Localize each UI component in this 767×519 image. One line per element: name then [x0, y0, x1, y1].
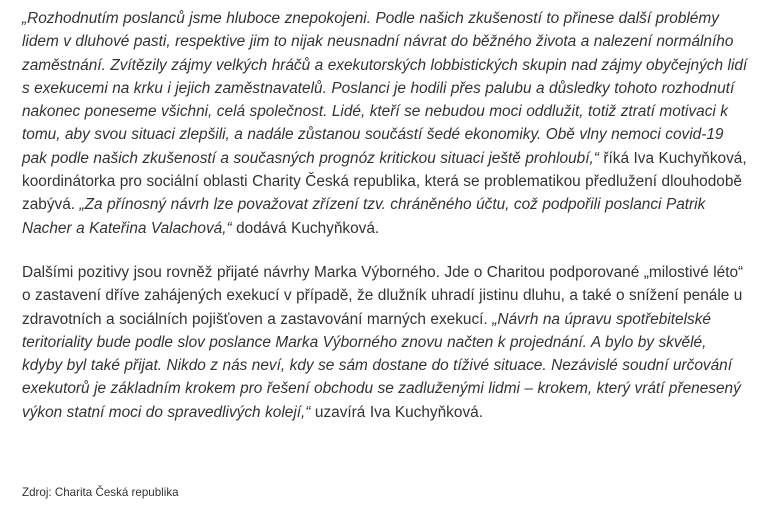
- quote-segment: „Za přínosný návrh lze považovat zřízení tzv. chráněného účtu, což podpořili poslanci Patrik Nacher a Kateřina Valachová,“: [22, 196, 706, 237]
- text-segment: říká Iva Kuchyňková, koordinátorka pro sociální oblasti Charity Česká republika, která se problematikou předlužení dlouhodobě zabývá.: [22, 149, 747, 214]
- text-segment: dodává Kuchyňková.: [231, 219, 380, 237]
- quote-segment: „Rozhodnutím poslanců jsme hluboce znepokojeni. Podle našich zkušeností to přinese další problémy lidem v dluhové pasti, respektive jim to nijak neusnadní návrat do běžného života a nalezení normálního zaměstnání. Zvítězily zájmy velkých hráčů a exekutorských lobbistických skupin nad zájmy obyčejných lidí s exekucemi na krku i jejich zaměstnavatelů. Poslanci je hodili přes palubu a důsledky tohoto rozhodnutí nakonec poneseme všichni, celá společnost. Lidé, kteří se nebudou moci oddlužit, totiž ztratí motivaci k tomu, aby svou situaci zlepšili, a nadále zůstanou součástí šedé ekonomiky. Obě vlny nemoci covid-19 pak podle našich zkušeností a současných prognóz kritickou situaci ještě prohloubí,“: [22, 10, 748, 167]
- text-segment: Dalšími pozitivy jsou rovněž přijaté návrhy Marka Výborného. Jde o Charitou podporované „milostivé léto“ o zastavení dříve zahájených exekucí v případě, že dlužník uhradí jistinu dluhu, a také o snížení penále u zdravotních a sociálních pojišťoven a zastavování marných exekucí.: [22, 263, 744, 328]
- paragraph-2: [22, 261, 750, 424]
- text-segment: uzavírá Iva Kuchyňková.: [310, 403, 483, 421]
- article-body: [22, 7, 750, 424]
- quote-segment: „Návrh na úpravu spotřebitelské teritoriality bude podle slov poslance Marka Výborného znovu načten k projednání. A bylo by skvělé, kdyby byl také přijat. Nikdo z nás neví, kdy se sám dostane do tíživé situace. Nezávislé soudní určování exekutorů je základním krokem pro řešení obchodu se zadluženými lidmi – krokem, který vrátí přenesený výkon statní moci do spravedlivých kolejí,“: [22, 310, 741, 421]
- paragraph-1: [22, 7, 750, 240]
- source-credit: Zdroj: Charita Česká republika: [22, 486, 179, 499]
